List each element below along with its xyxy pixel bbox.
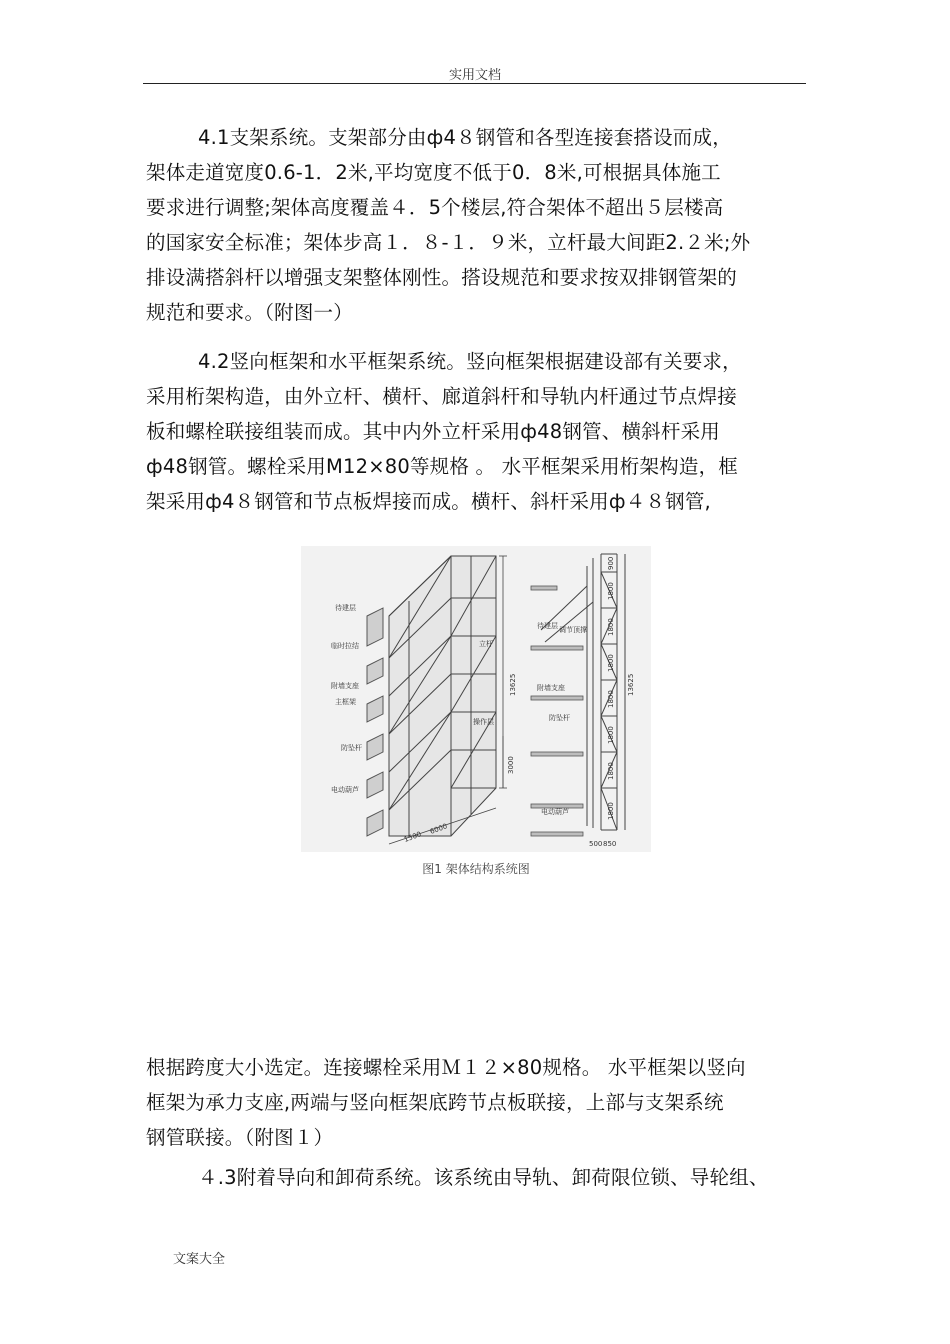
building-slabs bbox=[367, 608, 383, 836]
dim-total-height-right: 13625 bbox=[627, 673, 635, 696]
dim-1500: 1500 bbox=[402, 830, 423, 844]
paragraph-connection bbox=[146, 1050, 810, 1155]
label-vertical-pole: 立杆 bbox=[479, 640, 493, 648]
text-line: 板和螺栓联接组装而成。其中内外立杆采用ф48钢管、横斜杆采用 bbox=[146, 420, 720, 443]
dim-900: 900 bbox=[607, 556, 615, 570]
label-anti-fall: 防坠杆 bbox=[341, 744, 362, 752]
text-line: 排设满搭斜杆以增强支架整体刚性。搭设规范和要求按双排钢管架的 bbox=[146, 266, 738, 289]
label-adjust-prop: 调节顶撑 bbox=[559, 626, 587, 634]
label-waiting-floor: 待建层 bbox=[335, 604, 356, 612]
text-line: 规范和要求。（附图一） bbox=[146, 301, 353, 324]
header-rule bbox=[143, 83, 806, 84]
page-footer: 文案大全 bbox=[173, 1252, 226, 1267]
dim-1800-b: 1800 bbox=[607, 618, 615, 636]
text-line: 架体走道宽度0.6-1．2米,平均宽度不低于0．8米,可根据具体施工 bbox=[146, 161, 721, 184]
label-right-wall-support: 附墙支座 bbox=[537, 684, 565, 692]
text-line: 框架为承力支座,两端与竖向框架底跨节点板联接，上部与支架系统 bbox=[146, 1091, 724, 1114]
label-right-hoist: 电动葫芦 bbox=[541, 808, 569, 816]
scaffold-frame bbox=[389, 556, 496, 836]
paragraph-frame-system bbox=[146, 344, 810, 519]
dim-850: 850 bbox=[603, 840, 617, 848]
label-electric-hoist: 电动葫芦 bbox=[331, 786, 359, 794]
text-line: 钢管联接。（附图１） bbox=[146, 1126, 334, 1149]
dim-1800-f: 1800 bbox=[607, 762, 615, 780]
dim-3000: 3000 bbox=[507, 756, 515, 774]
dim-6000: 6000 bbox=[428, 822, 449, 836]
label-main-frame: 主框架 bbox=[335, 698, 356, 706]
text-line: ф48钢管。螺栓采用M12×80等规格 。 水平框架采用桁架构造，框 bbox=[146, 455, 738, 478]
label-temp-tie: 临时拉结 bbox=[331, 642, 359, 650]
text-line: 4.2竖向框架和水平框架系统。竖向框架根据建设部有关要求， bbox=[198, 350, 742, 373]
dim-1800-a: 1800 bbox=[607, 582, 615, 600]
dim-1800-g: 1800 bbox=[607, 802, 615, 820]
scaffold-structure-figure bbox=[301, 546, 651, 852]
label-right-waiting-floor: 待建层 bbox=[537, 622, 558, 630]
dim-1800-d: 1800 bbox=[607, 690, 615, 708]
dim-1800-c: 1800 bbox=[607, 654, 615, 672]
dim-1800-e: 1800 bbox=[607, 726, 615, 744]
text-line: ４.3附着导向和卸荷系统。该系统由导轨、卸荷限位锁、导轮组、 bbox=[198, 1166, 769, 1189]
label-right-anti-fall: 防坠杆 bbox=[549, 714, 570, 722]
dim-total-height-left: 13625 bbox=[509, 673, 517, 696]
text-line: 的国家安全标准；架体步高１．８-１．９米，立杆最大间距2.２米;外 bbox=[146, 231, 751, 254]
text-line: 要求进行调整;架体高度覆盖４．5个楼层,符合架体不超出５层楼高 bbox=[146, 196, 724, 219]
paragraph-support-system bbox=[146, 120, 810, 330]
paragraph-guide-system bbox=[146, 1160, 810, 1195]
page-header: 实用文档 bbox=[448, 68, 501, 83]
dim-500: 500 bbox=[589, 840, 603, 848]
text-line: 采用桁架构造，由外立杆、横杆、廊道斜杆和导轨内杆通过节点焊接 bbox=[146, 385, 738, 408]
text-line: 4.1支架系统。支架部分由ф4８钢管和各型连接套搭设而成， bbox=[198, 126, 732, 149]
scaffold-diagram-svg bbox=[301, 546, 651, 852]
label-operation-floor: 操作层 bbox=[473, 718, 494, 726]
label-wall-support: 附墙支座 bbox=[331, 682, 359, 690]
text-line: 根据跨度大小选定。连接螺栓采用Ｍ１２×80规格。 水平框架以竖向 bbox=[146, 1056, 746, 1079]
figure-caption: 图1 架体结构系统图 bbox=[422, 862, 530, 876]
text-line: 架采用ф4８钢管和节点板焊接而成。横杆、斜杆采用ф４８钢管, bbox=[146, 490, 711, 513]
